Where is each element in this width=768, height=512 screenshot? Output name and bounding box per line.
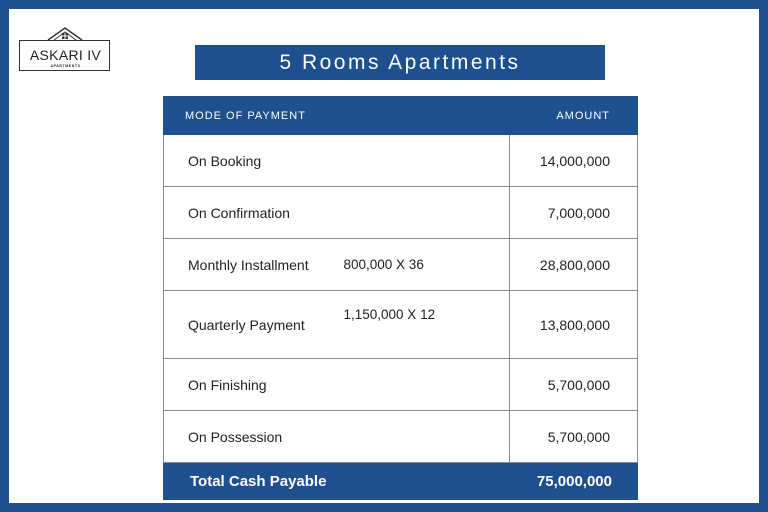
total-row <box>164 463 638 500</box>
row-calc <box>344 135 510 187</box>
row-mode: On Possession <box>164 411 344 463</box>
row-amount: 13,800,000 <box>510 291 638 359</box>
row-amount: 7,000,000 <box>510 187 638 239</box>
row-amount: 5,700,000 <box>510 411 638 463</box>
row-amount: 28,800,000 <box>510 239 638 291</box>
row-calc: 1,150,000 X 12 <box>344 291 510 359</box>
logo <box>19 27 112 73</box>
row-amount: 14,000,000 <box>510 135 638 187</box>
row-mode: Quarterly Payment <box>164 291 344 359</box>
header-mode-of-payment: MODE OF PAYMENT <box>164 97 510 135</box>
table-row <box>164 411 638 463</box>
logo-name: ASKARI IV <box>29 47 102 63</box>
house-roof-icon <box>46 27 84 41</box>
row-calc <box>344 359 510 411</box>
table-header-row <box>164 97 638 135</box>
table-row <box>164 187 638 239</box>
payment-table <box>163 96 638 500</box>
logo-tagline: APARTMENTS <box>50 64 81 68</box>
total-amount: 75,000,000 <box>510 463 638 500</box>
row-calc: 800,000 X 36 <box>344 239 510 291</box>
table-row <box>164 359 638 411</box>
row-mode: On Finishing <box>164 359 344 411</box>
page-title: 5 Rooms Apartments <box>195 45 605 80</box>
row-mode: On Booking <box>164 135 344 187</box>
row-mode: Monthly Installment <box>164 239 344 291</box>
row-mode: On Confirmation <box>164 187 344 239</box>
row-amount: 5,700,000 <box>510 359 638 411</box>
table-row <box>164 135 638 187</box>
row-calc <box>344 411 510 463</box>
table-row <box>164 239 638 291</box>
total-label: Total Cash Payable <box>164 463 510 500</box>
table-row <box>164 291 638 359</box>
row-calc <box>344 187 510 239</box>
header-amount: AMOUNT <box>510 97 638 135</box>
